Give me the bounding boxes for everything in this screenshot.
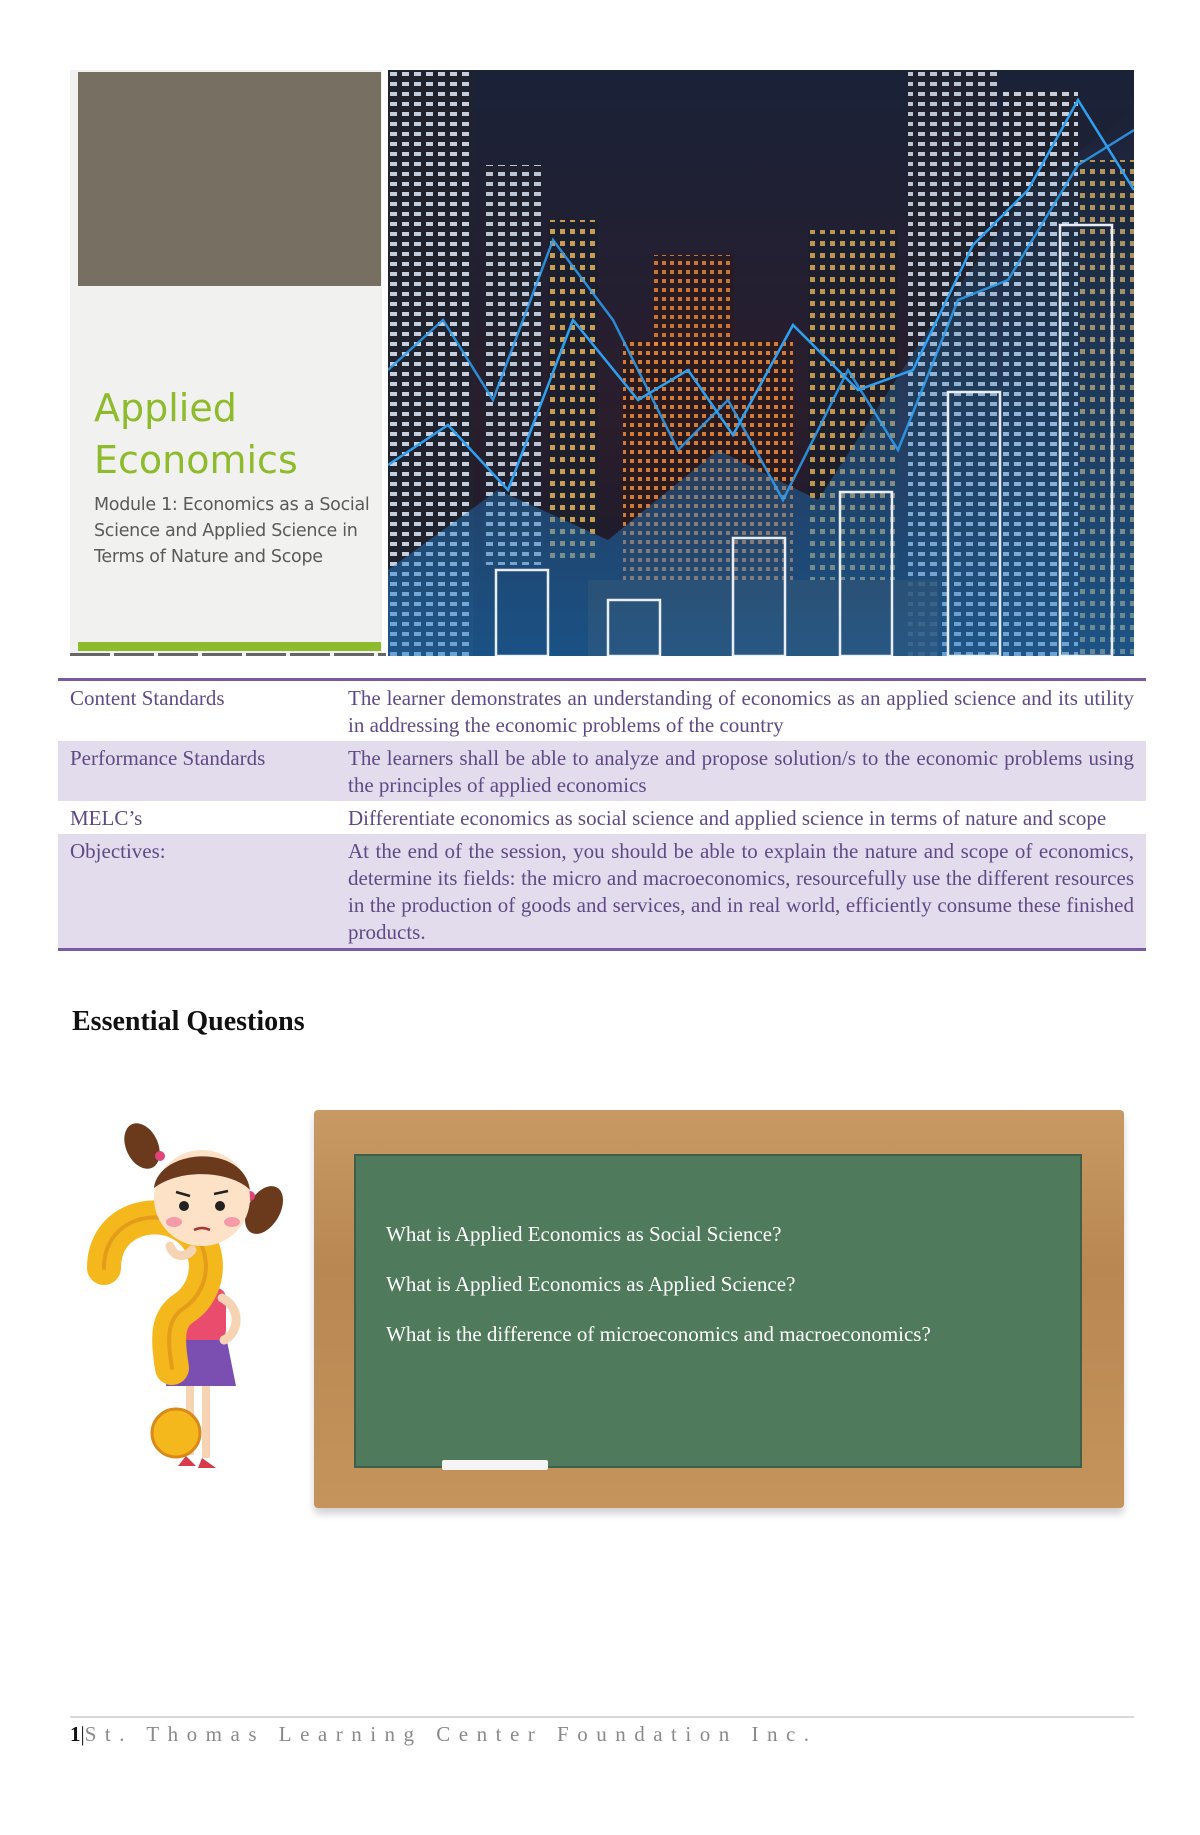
cover-banner	[70, 70, 1134, 656]
chalkboard	[314, 1110, 1124, 1508]
page-footer	[70, 1722, 818, 1747]
row-text: Differentiate economics as social science and applied science in terms of nature and scope	[348, 806, 1107, 830]
girl-question-mark-illustration	[74, 1118, 294, 1488]
row-text: At the end of the session, you should be able to explain the nature and scope of economics, determine its fields: the micro and macroeconomics, resourcefully use the different resources in the production of goods and services, and in real world, efficiently consume these finished products.	[336, 834, 1146, 950]
row-text: The learner demonstrates an understanding of economics as an applied science and its utility in addressing the economic problems of the country	[348, 686, 1134, 737]
footer-divider	[70, 1716, 1134, 1718]
question-2: What is Applied Economics as Applied Science?	[386, 1272, 796, 1296]
chalk-piece	[442, 1460, 548, 1470]
footer-organization: St. Thomas Learning Center Foundation Inc.	[84, 1722, 818, 1746]
cover-title-line1: Applied	[94, 386, 237, 430]
footer-separator: |	[80, 1722, 85, 1746]
table-row	[58, 801, 1146, 834]
standards-table	[58, 678, 1146, 951]
question-3: What is the difference of microeconomics and macroeconomics?	[386, 1322, 931, 1346]
page-number: 1	[70, 1722, 81, 1746]
cover-divider	[70, 653, 386, 656]
cover-subtitle: Module 1: Economics as a Social Science and Applied Science in Terms of Nature and Scope	[94, 495, 370, 567]
city-skyline-chart-image	[388, 70, 1134, 656]
cover-title-panel	[70, 70, 382, 656]
row-label: MELC’s	[70, 806, 143, 830]
row-label: Performance Standards	[58, 741, 336, 801]
cover-accent-bar	[78, 642, 381, 651]
cover-color-block	[78, 72, 381, 286]
cover-title	[94, 382, 374, 486]
table-row	[58, 741, 1146, 801]
cover-title-line2: Economics	[94, 438, 298, 482]
table-row	[58, 680, 1146, 742]
row-label: Objectives:	[58, 834, 336, 950]
essential-questions-heading: Essential Questions	[72, 1006, 305, 1037]
chalkboard-surface	[354, 1154, 1082, 1468]
table-row	[58, 834, 1146, 950]
row-text: The learners shall be able to analyze and propose solution/s to the economic problems using the principles of applied economics	[336, 741, 1146, 801]
row-label: Content Standards	[70, 686, 225, 710]
question-1: What is Applied Economics as Social Science?	[386, 1222, 782, 1246]
